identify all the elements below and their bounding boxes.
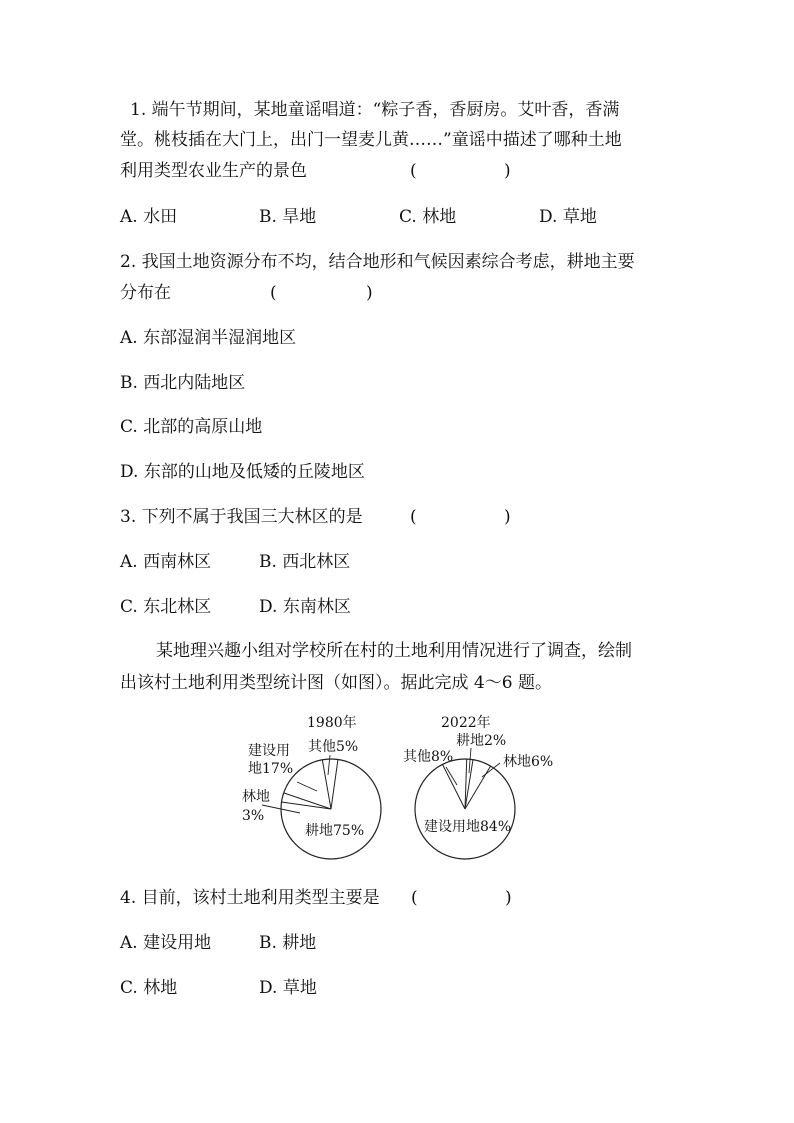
q4-answer-paren-open: ( [411,888,418,908]
q1-line1: 1. 端午节期间，某地童谣唱道：“粽子香，香厨房。艾叶香，香满 [130,100,620,120]
q3-option-a: A. 西南林区 [120,552,212,572]
q1-line2: 堂。桃枝插在大门上，出门一望麦儿黄……”童谣中描述了哪种土地 [120,130,622,150]
q4-answer-paren-close: ) [505,888,512,908]
q4-option-b: B. 耕地 [259,933,317,953]
q2-option-c: C. 北部的高原山地 [120,417,263,437]
q1-option-b: B. 旱地 [259,207,317,227]
q2-option-d: D. 东部的山地及低矮的丘陵地区 [120,462,365,482]
q2-option-b: B. 西北内陆地区 [120,373,246,393]
q3-option-d: D. 东南林区 [259,597,351,617]
q1-answer-paren-close: ) [504,161,511,181]
intro-line1: 某地理兴趣小组对学校所在村的土地利用情况进行了调查，绘制 [156,641,632,661]
q1-option-c: C. 林地 [399,207,457,227]
q2-line2: 分布在 [120,283,171,303]
pie1980-label-forest-line2: 3% [242,808,265,824]
pie2022-label-forest: 林地6% [503,754,554,770]
pie1980-label-construction-line1: 建设用 [248,743,290,759]
pie2022-label-construction: 建设用地84% [424,819,512,835]
q3-answer-paren-close: ) [504,507,511,527]
pie2022-label-cropland: 耕地2% [456,733,507,749]
q3-line1: 3. 下列不属于我国三大林区的是 [120,507,363,527]
pie1980-title: 1980年 [307,715,357,731]
land-use-pie-charts [0,705,794,875]
q2-option-a: A. 东部湿润半湿润地区 [120,328,297,348]
q3-option-b: B. 西北林区 [259,552,351,572]
q3-answer-paren-open: ( [410,507,417,527]
intro-line2: 出该村土地利用类型统计图（如图）。据此完成 4～6 题。 [120,673,552,693]
pie1980-label-cropland: 耕地75% [305,823,365,839]
q1-line3: 利用类型农业生产的景色 [120,161,307,181]
pie2022-label-other: 其他8% [403,749,454,765]
q2-answer-paren-open: ( [270,283,277,303]
q4-option-c: C. 林地 [120,978,178,998]
pie1980-label-construction-line2: 地17% [248,761,294,777]
pie1980-label-other: 其他5% [308,739,359,755]
q1-option-a: A. 水田 [120,207,178,227]
pie1980-label-forest-line1: 林地 [242,789,270,805]
q1-answer-paren-open: ( [410,161,417,181]
q4-option-d: D. 草地 [259,978,317,998]
q2-answer-paren-close: ) [366,283,373,303]
q4-option-a: A. 建设用地 [120,933,212,953]
q1-option-d: D. 草地 [539,207,597,227]
pie2022-title: 2022年 [441,715,491,731]
q2-line1: 2. 我国土地资源分布不均，结合地形和气候因素综合考虑，耕地主要 [120,252,635,272]
q3-option-c: C. 东北林区 [120,597,212,617]
q4-line1: 4. 目前，该村土地利用类型主要是 [120,888,380,908]
